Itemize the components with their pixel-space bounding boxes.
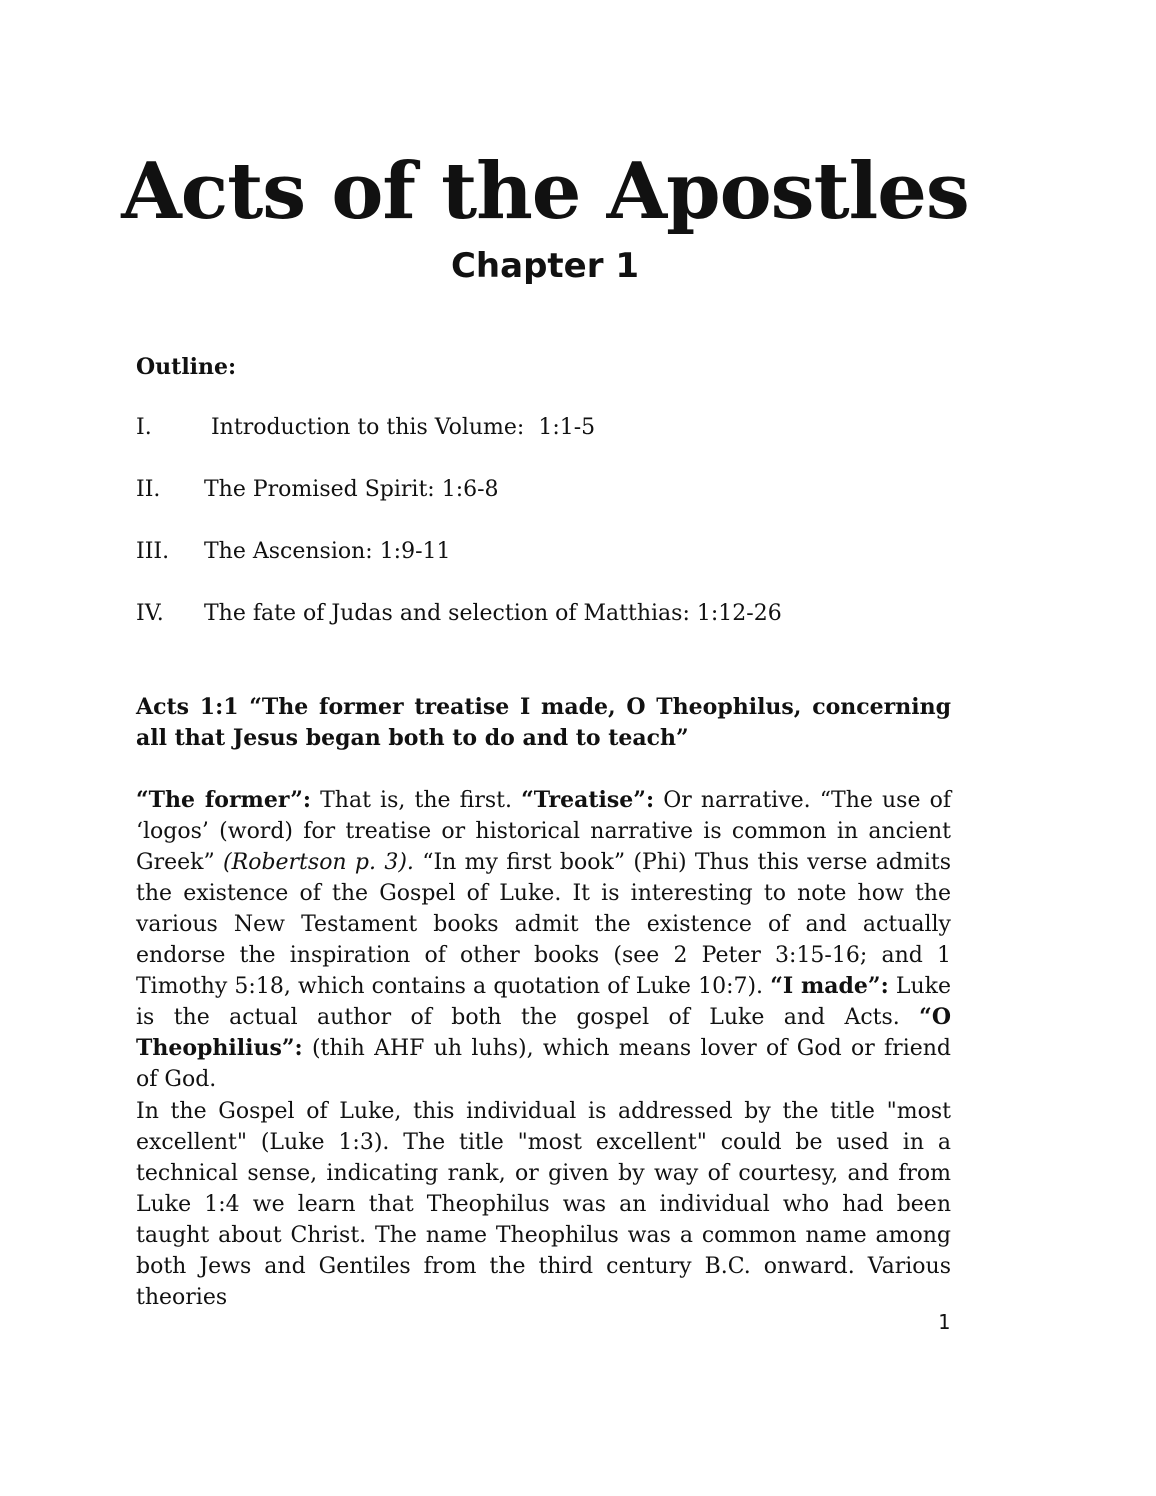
outline-item-text: Introduction to this Volume: 1:1-5 <box>204 415 596 440</box>
term-treatise: “Treatise”: <box>521 787 655 813</box>
term-o-theophilius: “O Theophilius”: <box>136 1004 951 1061</box>
paragraph-text: (thih AHF uh luhs), which means lover of God or friend of God. <box>136 1036 951 1092</box>
citation-robertson: (Robertson p. 3). <box>223 850 414 875</box>
paragraph-text: “In my first book” (Phi) Thus this verse admits the existence of the Gospel of Luke. It is interesting to note how the various New Testament books admit the existence of and actually endorse the inspiration of other books (see 2 Peter 3:15-16; and 1 Timothy 5:18, which contains a quotation of Luke 10:7). <box>136 850 952 999</box>
term-i-made: “I made”: <box>770 973 889 999</box>
chapter-subtitle: Chapter 1 <box>450 246 639 286</box>
outline-item-text: The Ascension: 1:9-11 <box>204 539 451 564</box>
outline-item <box>136 475 499 505</box>
outline-item-text: The fate of Judas and selection of Matthias: 1:12-26 <box>204 601 782 626</box>
outline-item-number: II. <box>136 477 161 502</box>
paragraph-text: That is, the first. <box>311 788 522 813</box>
outline-label: Outline: <box>136 354 237 380</box>
outline-item-number: III. <box>136 539 170 564</box>
paragraph-text: Luke is the actual author of both the gospel of Luke and Acts. <box>136 974 951 1030</box>
outline-item-number: I. <box>136 415 152 440</box>
outline-item <box>136 537 451 567</box>
outline-item <box>136 599 782 629</box>
page-number: 1 <box>938 1310 951 1334</box>
document-title: Acts of the Apostles <box>121 146 969 237</box>
verse-heading: Acts 1:1 “The former treatise I made, O Theophilus, concerning all that Jesus began both to do and to teach” <box>136 694 951 751</box>
commentary-paragraph-1 <box>136 785 951 1095</box>
term-the-former: “The former”: <box>136 787 311 813</box>
outline-item-text: The Promised Spirit: 1:6-8 <box>204 477 499 502</box>
paragraph-text: Or narrative. “The use of ‘logos’ (word) for treatise or historical narrative is common in ancient Greek” <box>136 788 952 875</box>
commentary-paragraph-2: In the Gospel of Luke, this individual is addressed by the title "most excellent" (Luke 1:3). The title "most excellent" could be used in a technical sense, indicating rank, or given by way of courtesy, and from Luke 1:4 we learn that Theophilus was an individual who had been taught about Christ. The name Theophilus was a common name among both Jews and Gentiles from the third century B.C. onward. Various theories <box>136 1099 951 1310</box>
outline-item-number: IV. <box>136 601 164 626</box>
outline-item <box>136 413 595 443</box>
